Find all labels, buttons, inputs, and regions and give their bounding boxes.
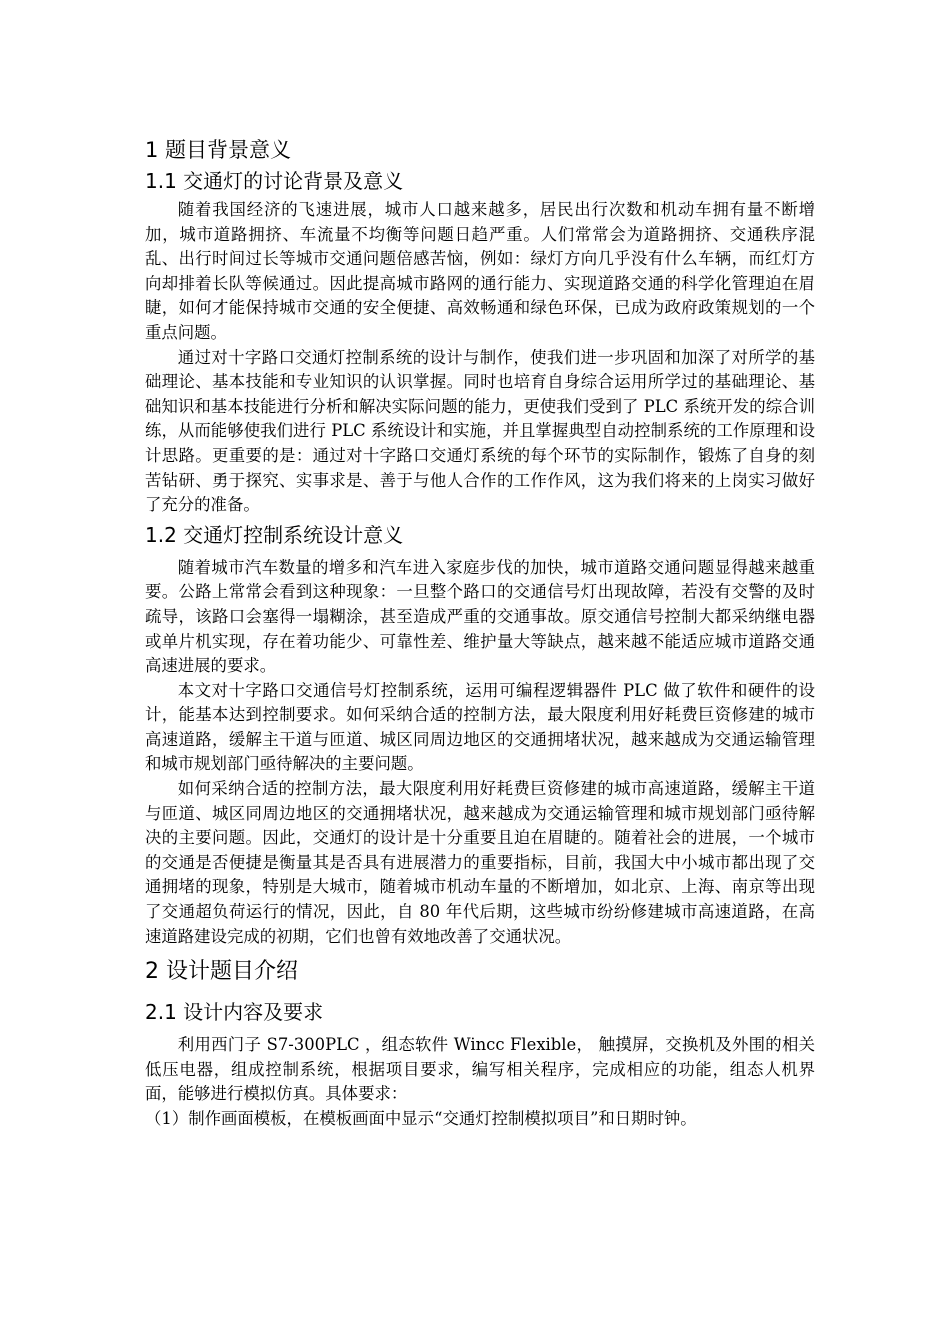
section-1-1-paragraph-2: 通过对十字路口交通灯控制系统的设计与制作，使我们进一步巩固和加深了对所学的基础理论、基本技能和专业知识的认识掌握。同时也培育自身综合运用所学过的基础理论、基础知识和基本技能进行分析和解决实际问题的能力，更使我们受到了 PLC 系统开发的综合训练，从而能够使我们进行 PLC 系统设计和实施，并且掌握典型自动控制系统的工作原理和设计思路。更重要的是：通过对十字路口交通灯系统的每个环节的实际制作，锻炼了自身的刻苦钻研、勇于探究、实事求是、善于与他人合作的工作作风，这为我们将来的上岗实习做好了充分的准备。 (145, 347, 815, 515)
section-1-1-heading: 1.1 交通灯的讨论背景及意义 (145, 169, 404, 193)
section-1-1-paragraph-1: 随着我国经济的飞速进展，城市人口越来越多，居民出行次数和机动车拥有量不断增加，城市道路拥挤、车流量不均衡等问题日趋严重。人们常常会为道路拥挤、交通秩序混乱、出行时间过长等城市交通问题倍感苦恼，例如：绿灯方向几乎没有什么车辆，而红灯方向却排着长队等候通过。因此提高城市路网的通行能力、实现道路交通的科学化管理迫在眉睫，如何才能保持城市交通的安全便捷、高效畅通和绿色环保，已成为政府政策规划的一个重点问题。 (145, 200, 815, 342)
section-1-2-paragraph-1: 随着城市汽车数量的增多和汽车进入家庭步伐的加快，城市道路交通问题显得越来越重要。公路上常常会看到这种现象：一旦整个路口的交通信号灯出现故障，若没有交警的及时疏导，该路口会塞得一塌糊涂，甚至造成严重的交通事故。原交通信号控制大都采纳继电器或单片机实现，存在着功能少、可靠性差、维护量大等缺点，越来越不能适应城市道路交通高速进展的要求。 (145, 557, 815, 676)
document-body (145, 134, 815, 1132)
section-1-heading: 1 题目背景意义 (145, 138, 292, 162)
section-2-heading: 2 设计题目介绍 (145, 959, 298, 985)
section-1-2-heading: 1.2 交通灯控制系统设计意义 (145, 522, 404, 547)
requirement-item-1: （1）制作画面模板，在模板画面中显示“交通灯控制模拟项目”和日期时钟。 (145, 1109, 697, 1128)
section-2-1-heading: 2.1 设计内容及要求 (145, 1000, 324, 1025)
section-1-2-paragraph-3: 如何采纳合适的控制方法，最大限度利用好耗费巨资修建的城市高速道路，缓解主干道与匝道、城区同周边地区的交通拥堵状况，越来越成为交通运输管理和城市规划部门亟待解决的主要问题。因此，交通灯的设计是十分重要且迫在眉睫的。随着社会的进展，一个城市的交通是否便捷是衡量其是否具有进展潜力的重要指标，目前，我国大中小城市都出现了交通拥堵的现象，特别是大城市，随着城市机动车量的不断增加，如北京、上海、南京等出现了交通超负荷运行的情况，因此，自 80 年代后期，这些城市纷纷修建城市高速道路，在高速道路建设完成的初期，它们也曾有效地改善了交通状况。 (145, 779, 815, 946)
section-2-1-paragraph-1: 利用西门子 S7-300PLC ，组态软件 Wincc Flexible， 触摸屏，交换机及外围的相关低压电器，组成控制系统，根据项目要求，编写相关程序，完成相应的功能，组态人机界面，能够进行模拟仿真。具体要求： (145, 1035, 815, 1104)
section-1-2-paragraph-2: 本文对十字路口交通信号灯控制系统，运用可编程逻辑器件 PLC 做了软件和硬件的设计，能基本达到控制要求。如何采纳合适的控制方法，最大限度利用好耗费巨资修建的城市高速道路，缓解主干道与匝道、城区同周边地区的交通拥堵状况，越来越成为交通运输管理和城市规划部门亟待解决的主要问题。 (145, 680, 815, 774)
